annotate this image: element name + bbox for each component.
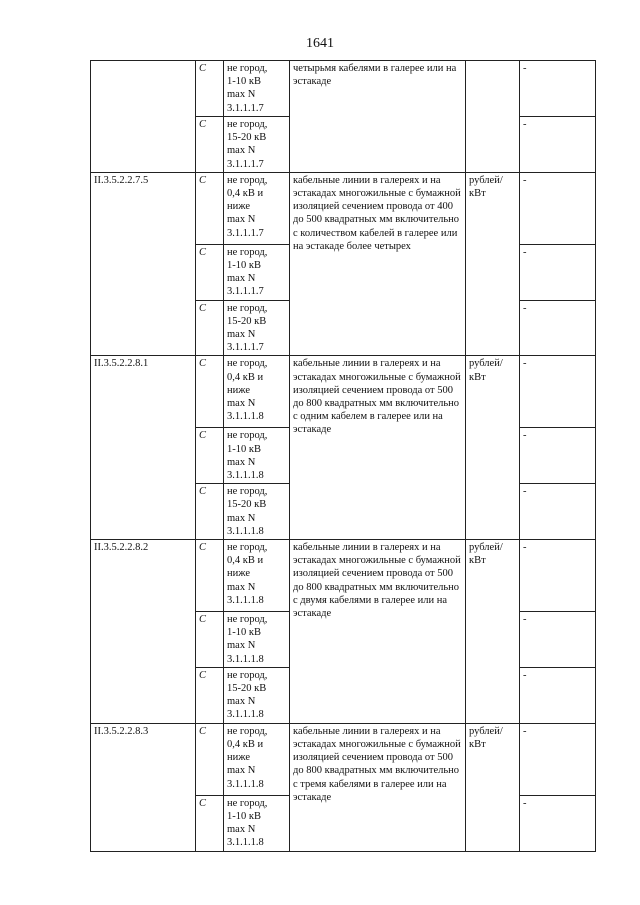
letter-cell: С: [196, 612, 224, 668]
value-cell: -: [520, 723, 596, 795]
letter-cell: С: [196, 723, 224, 795]
description-cell: кабельные линии в галереях и на эстакадах многожильные с бумажной изоляцией сечением провода от 500 до 800 квадратных мм включительно с тремя кабелями в галерее или на эстакаде: [290, 723, 466, 851]
description-cell: кабельные линии в галереях и на эстакадах многожильные с бумажной изоляцией сечением провода от 400 до 500 квадратных мм включительно с количеством кабелей в галерее или на эстакаде более четырех: [290, 172, 466, 356]
condition-cell: не город, 0,4 кВ и ниже max N 3.1.1.1.8: [224, 540, 290, 612]
description-cell: кабельные линии в галереях и на эстакадах многожильные с бумажной изоляцией сечением провода от 500 до 800 квадратных мм включительно с двумя кабелями в галерее или на эстакаде: [290, 540, 466, 724]
value-cell: -: [520, 612, 596, 668]
letter-cell: С: [196, 795, 224, 851]
page-number: 1641: [306, 36, 334, 51]
table-row: [91, 172, 596, 244]
code-cell: II.3.5.2.2.8.3: [91, 723, 196, 851]
value-cell: -: [520, 356, 596, 428]
value-cell: -: [520, 428, 596, 484]
letter-cell: С: [196, 61, 224, 117]
value-cell: -: [520, 300, 596, 356]
value-cell: -: [520, 667, 596, 723]
code-cell: II.3.5.2.2.8.1: [91, 356, 196, 540]
unit-cell: рублей/ кВт: [466, 540, 520, 724]
condition-cell: не город, 15-20 кВ max N 3.1.1.1.8: [224, 484, 290, 540]
condition-cell: не город, 0,4 кВ и ниже max N 3.1.1.1.8: [224, 356, 290, 428]
condition-cell: не город, 1-10 кВ max N 3.1.1.1.8: [224, 795, 290, 851]
value-cell: -: [520, 117, 596, 173]
letter-cell: С: [196, 356, 224, 428]
condition-cell: не город, 1-10 кВ max N 3.1.1.1.7: [224, 61, 290, 117]
unit-cell: рублей/ кВт: [466, 172, 520, 356]
letter-cell: С: [196, 667, 224, 723]
condition-cell: не город, 1-10 кВ max N 3.1.1.1.8: [224, 612, 290, 668]
letter-cell: С: [196, 484, 224, 540]
letter-cell: С: [196, 172, 224, 244]
value-cell: -: [520, 244, 596, 300]
table-row: [91, 356, 596, 428]
description-cell: кабельные линии в галереях и на эстакадах многожильные с бумажной изоляцией сечением провода от 500 до 800 квадратных мм включительно с одним кабелем в галерее или на эстакаде: [290, 356, 466, 540]
letter-cell: С: [196, 117, 224, 173]
code-cell: II.3.5.2.2.7.5: [91, 172, 196, 356]
condition-cell: не город, 15-20 кВ max N 3.1.1.1.7: [224, 300, 290, 356]
letter-cell: С: [196, 244, 224, 300]
condition-cell: не город, 0,4 кВ и ниже max N 3.1.1.1.7: [224, 172, 290, 244]
letter-cell: С: [196, 300, 224, 356]
code-cell: [91, 61, 196, 173]
value-cell: -: [520, 172, 596, 244]
value-cell: -: [520, 484, 596, 540]
condition-cell: не город, 0,4 кВ и ниже max N 3.1.1.1.8: [224, 723, 290, 795]
value-cell: -: [520, 61, 596, 117]
code-cell: II.3.5.2.2.8.2: [91, 540, 196, 724]
table-row: [91, 61, 596, 117]
condition-cell: не город, 15-20 кВ max N 3.1.1.1.7: [224, 117, 290, 173]
unit-cell: рублей/ кВт: [466, 723, 520, 851]
tariff-table: [90, 60, 596, 852]
condition-cell: не город, 1-10 кВ max N 3.1.1.1.8: [224, 428, 290, 484]
table-row: [91, 723, 596, 795]
condition-cell: не город, 1-10 кВ max N 3.1.1.1.7: [224, 244, 290, 300]
table-row: [91, 540, 596, 612]
letter-cell: С: [196, 540, 224, 612]
description-cell: четырьмя кабелями в галерее или на эстакаде: [290, 61, 466, 173]
value-cell: -: [520, 795, 596, 851]
unit-cell: рублей/ кВт: [466, 356, 520, 540]
unit-cell: [466, 61, 520, 173]
condition-cell: не город, 15-20 кВ max N 3.1.1.1.8: [224, 667, 290, 723]
letter-cell: С: [196, 428, 224, 484]
value-cell: -: [520, 540, 596, 612]
